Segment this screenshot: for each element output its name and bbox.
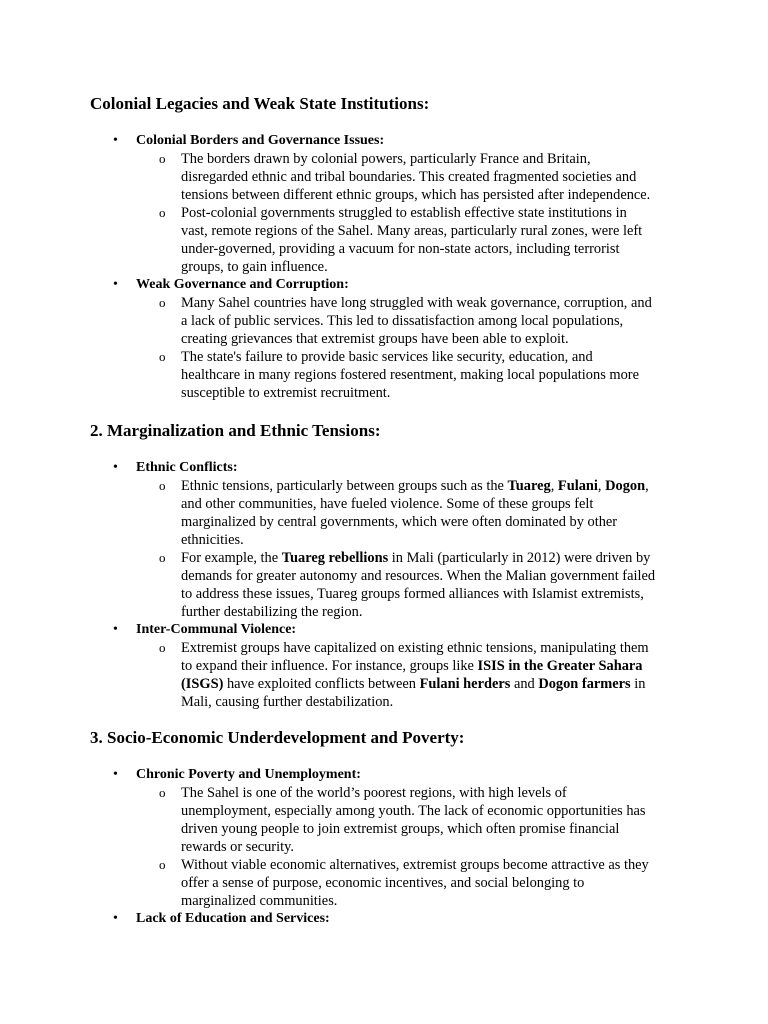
sub-bullet-marker: o xyxy=(159,151,166,166)
bold-term: Fulani xyxy=(557,478,598,494)
paragraph-line xyxy=(181,603,681,621)
bold-term: Dogon xyxy=(605,478,646,494)
text-run: vast, remote regions of the Sahel. Many areas, particularly rural zones, were left xyxy=(181,223,643,239)
sub-bullet-marker: o xyxy=(159,295,166,310)
text-run: The state's failure to provide basic services like security, education, and xyxy=(181,349,593,365)
sub-bullet-marker: o xyxy=(159,785,166,800)
paragraph-line xyxy=(181,531,681,549)
text-run: offer a sense of purpose, economic incentives, and social belonging to xyxy=(181,875,585,891)
sub-bullet-marker: o xyxy=(159,205,166,220)
text-run: in xyxy=(630,676,646,692)
paragraph-line xyxy=(181,639,681,657)
text-run: Mali, causing further destabilization. xyxy=(181,694,394,710)
list-item-paragraph xyxy=(181,348,681,402)
paragraph-line xyxy=(181,294,681,312)
paragraph-line xyxy=(181,874,681,892)
paragraph-line xyxy=(181,240,681,258)
bold-term: (ISGS) xyxy=(181,676,224,692)
list-item-paragraph xyxy=(181,639,681,711)
sub-bullet-marker: o xyxy=(159,857,166,872)
paragraph-line xyxy=(181,204,681,222)
bullet-marker: • xyxy=(113,460,118,475)
list-item-paragraph xyxy=(181,784,681,856)
sub-bullet-marker: o xyxy=(159,349,166,364)
list-item-title: Weak Governance and Corruption: xyxy=(136,277,349,292)
list-item-paragraph xyxy=(181,294,681,348)
paragraph-line xyxy=(181,366,681,384)
bullet-marker: • xyxy=(113,911,118,926)
bullet-marker: • xyxy=(113,133,118,148)
list-item-paragraph xyxy=(181,150,681,204)
paragraph-line xyxy=(181,477,681,495)
list-item-paragraph xyxy=(181,204,681,276)
paragraph-line xyxy=(181,838,681,856)
paragraph-line xyxy=(181,330,681,348)
paragraph-line xyxy=(181,585,681,603)
text-run: susceptible to extremist recruitment. xyxy=(181,385,391,401)
text-run: unemployment, especially among youth. The lack of economic opportunities has xyxy=(181,803,646,819)
sub-bullet-marker: o xyxy=(159,550,166,565)
paragraph-line xyxy=(181,675,681,693)
text-run: marginalized by central governments, which were often dominated by other xyxy=(181,514,618,530)
paragraph-line xyxy=(181,222,681,240)
text-run: disregarded ethnic and tribal boundaries. This created fragmented societies and xyxy=(181,169,637,185)
list-item-paragraph xyxy=(181,856,681,910)
list-item-paragraph xyxy=(181,477,681,549)
paragraph-line xyxy=(181,348,681,366)
paragraph-line xyxy=(181,186,681,204)
text-run: , xyxy=(645,478,649,494)
paragraph-line xyxy=(181,820,681,838)
bold-term: Fulani herders xyxy=(419,676,511,692)
section-heading: 2. Marginalization and Ethnic Tensions: xyxy=(90,421,381,440)
paragraph-line xyxy=(181,384,681,402)
bold-term: ISIS in the Greater Sahara xyxy=(477,658,643,674)
paragraph-line xyxy=(181,693,681,711)
paragraph-line xyxy=(181,312,681,330)
text-run: demands for greater autonomy and resources. When the Malian government failed xyxy=(181,568,656,584)
text-run: under-governed, providing a vacuum for non-state actors, including terrorist xyxy=(181,241,620,257)
text-run: groups, to gain influence. xyxy=(181,259,328,275)
text-run: Ethnic tensions, particularly between groups such as the xyxy=(181,478,508,494)
paragraph-line xyxy=(181,784,681,802)
bullet-marker: • xyxy=(113,277,118,292)
paragraph-line xyxy=(181,892,681,910)
paragraph-line xyxy=(181,802,681,820)
list-item-title: Colonial Borders and Governance Issues: xyxy=(136,133,385,148)
text-run: to address these issues, Tuareg groups formed alliances with Islamist extremists, xyxy=(181,586,644,602)
list-item-title: Ethnic Conflicts: xyxy=(136,460,238,475)
text-run: Extremist groups have capitalized on existing ethnic tensions, manipulating them xyxy=(181,640,649,656)
text-run: , xyxy=(597,478,606,494)
bold-term: Dogon farmers xyxy=(538,676,631,692)
sub-bullet-marker: o xyxy=(159,640,166,655)
text-run: further destabilizing the region. xyxy=(181,604,363,620)
text-run: and other communities, have fueled violence. Some of these groups felt xyxy=(181,496,594,512)
paragraph-line xyxy=(181,258,681,276)
text-run: , xyxy=(550,478,558,494)
text-run: have exploited conflicts between xyxy=(223,676,420,692)
bullet-marker: • xyxy=(113,622,118,637)
paragraph-line xyxy=(181,549,681,567)
paragraph-line xyxy=(181,657,681,675)
paragraph-line xyxy=(181,856,681,874)
text-run: The borders drawn by colonial powers, particularly France and Britain, xyxy=(181,151,591,167)
text-run: ethnicities. xyxy=(181,532,244,548)
text-run: Many Sahel countries have long struggled with weak governance, corruption, and xyxy=(181,295,652,311)
text-run: Without viable economic alternatives, extremist groups become attractive as they xyxy=(181,857,649,873)
paragraph-line xyxy=(181,567,681,585)
text-run: Post-colonial governments struggled to establish effective state institutions in xyxy=(181,205,627,221)
text-run: rewards or security. xyxy=(181,839,294,855)
bold-term: Tuareg rebellions xyxy=(281,550,389,566)
list-item-title: Lack of Education and Services: xyxy=(136,911,330,926)
paragraph-line xyxy=(181,150,681,168)
bullet-marker: • xyxy=(113,767,118,782)
text-run: to expand their influence. For instance, groups like xyxy=(181,658,478,674)
paragraph-line xyxy=(181,513,681,531)
text-run: marginalized communities. xyxy=(181,893,338,909)
text-run: creating grievances that extremist groups have been able to exploit. xyxy=(181,331,569,347)
paragraph-line xyxy=(181,495,681,513)
text-run: For example, the xyxy=(181,550,282,566)
text-run: and xyxy=(510,676,539,692)
text-run: a lack of public services. This led to dissatisfaction among local populations, xyxy=(181,313,624,329)
paragraph-line xyxy=(181,168,681,186)
section-heading: 3. Socio-Economic Underdevelopment and Poverty: xyxy=(90,728,465,747)
sub-bullet-marker: o xyxy=(159,478,166,493)
list-item-title: Chronic Poverty and Unemployment: xyxy=(136,767,361,782)
section-heading: Colonial Legacies and Weak State Institutions: xyxy=(90,94,430,113)
text-run: tensions between different ethnic groups, which has persisted after independence. xyxy=(181,187,651,203)
text-run: The Sahel is one of the world’s poorest regions, with high levels of xyxy=(181,785,567,801)
text-run: driven young people to join extremist groups, which often promise financial xyxy=(181,821,620,837)
text-run: healthcare in many regions fostered resentment, making local populations more xyxy=(181,367,639,383)
list-item-paragraph xyxy=(181,549,681,621)
bold-term: Tuareg xyxy=(507,478,551,494)
list-item-title: Inter-Communal Violence: xyxy=(136,622,297,637)
text-run: in Mali (particularly in 2012) were driven by xyxy=(388,550,651,566)
